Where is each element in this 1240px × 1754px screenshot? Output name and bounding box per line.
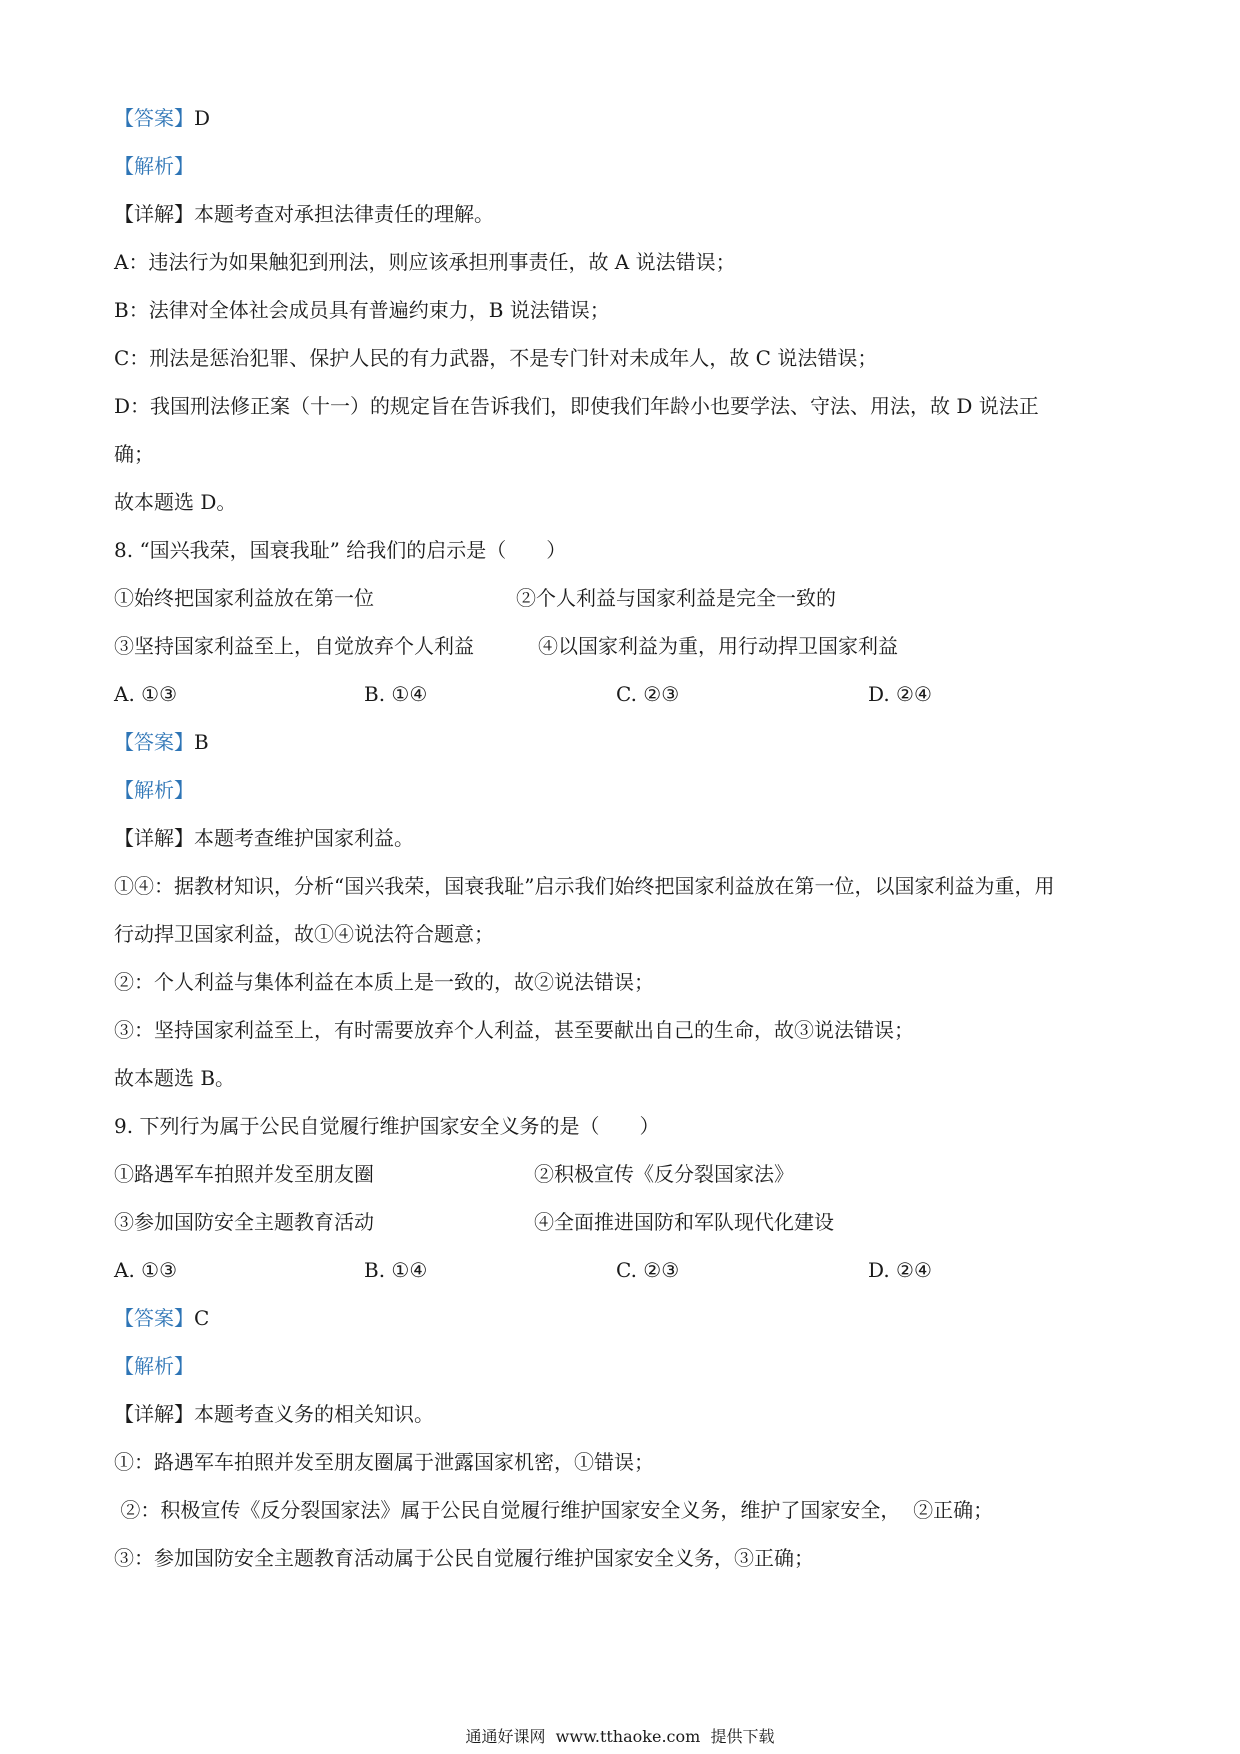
q8-question: 8. “国兴我荣，国衰我耻” 给我们的启示是（ ） bbox=[114, 538, 567, 562]
detail-intro: 本题考查义务的相关知识。 bbox=[194, 1402, 434, 1426]
analysis-tag: 【解析】 bbox=[114, 778, 194, 802]
q9-question: 9. 下列行为属于公民自觉履行维护国家安全义务的是（ ） bbox=[114, 1114, 660, 1138]
q9-choice-a: A. ①③ bbox=[114, 1258, 178, 1282]
q9-detail-line bbox=[114, 1400, 434, 1428]
q8-answer-line bbox=[114, 728, 209, 756]
q7-explanation-line: C：刑法是惩治犯罪、保护人民的有力武器，不是专门针对未成年人，故 C 说法错误； bbox=[114, 346, 878, 370]
q7-analysis-line bbox=[114, 152, 194, 180]
q8-detail-line bbox=[114, 824, 414, 852]
q9-statement: ③参加国防安全主题教育活动 bbox=[114, 1210, 374, 1234]
q7-explanation-line: B：法律对全体社会成员具有普遍约束力，B 说法错误； bbox=[114, 298, 610, 322]
answer-value: C bbox=[194, 1306, 210, 1330]
q7-explanation-line: 确； bbox=[114, 442, 154, 466]
q9-statement: ②积极宣传《反分裂国家法》 bbox=[534, 1162, 794, 1186]
q7-detail-line bbox=[114, 200, 494, 228]
q9-statement: ①路遇军车拍照并发至朋友圈 bbox=[114, 1162, 374, 1186]
q8-statement: ①始终把国家利益放在第一位 bbox=[114, 586, 374, 610]
q8-explanation-line: ①④：据教材知识，分析“国兴我荣，国衰我耻”启示我们始终把国家利益放在第一位，以国家利益为重，用 bbox=[114, 874, 1055, 898]
q9-choice-b: B. ①④ bbox=[364, 1258, 428, 1282]
detail-tag: 【详解】 bbox=[114, 826, 194, 850]
q8-choice-c: C. ②③ bbox=[616, 682, 680, 706]
answer-tag: 【答案】 bbox=[114, 1306, 194, 1330]
q9-explanation-line: ②：积极宣传《反分裂国家法》属于公民自觉履行维护国家安全义务，维护了国家安全， ②正确； bbox=[114, 1498, 994, 1522]
analysis-tag: 【解析】 bbox=[114, 1354, 194, 1378]
page-footer: 通通好课网 www.tthaoke.com 提供下载 bbox=[465, 1727, 775, 1746]
q9-analysis-line bbox=[114, 1352, 194, 1380]
q9-explanation-line: ①：路遇军车拍照并发至朋友圈属于泄露国家机密，①错误； bbox=[114, 1450, 654, 1474]
q9-answer-line bbox=[114, 1304, 209, 1332]
q8-explanation-line: ②：个人利益与集体利益在本质上是一致的，故②说法错误； bbox=[114, 970, 654, 994]
q8-choice-d: D. ②④ bbox=[868, 682, 932, 706]
analysis-tag: 【解析】 bbox=[114, 154, 194, 178]
q8-choice-b: B. ①④ bbox=[364, 682, 428, 706]
q8-explanation-line: ③：坚持国家利益至上，有时需要放弃个人利益，甚至要献出自己的生命，故③说法错误； bbox=[114, 1018, 914, 1042]
q8-conclusion-line: 故本题选 B。 bbox=[114, 1066, 236, 1090]
q7-explanation-line: D：我国刑法修正案（十一）的规定旨在告诉我们，即使我们年龄小也要学法、守法、用法，故 D 说法正 bbox=[114, 394, 1039, 418]
q7-conclusion-line: 故本题选 D。 bbox=[114, 490, 237, 514]
q7-answer-line bbox=[114, 104, 210, 132]
detail-tag: 【详解】 bbox=[114, 202, 194, 226]
q9-choice-d: D. ②④ bbox=[868, 1258, 932, 1282]
q8-statement: ④以国家利益为重，用行动捍卫国家利益 bbox=[538, 634, 898, 658]
q8-statement: ③坚持国家利益至上，自觉放弃个人利益 bbox=[114, 634, 474, 658]
q8-choice-a: A. ①③ bbox=[114, 682, 178, 706]
detail-intro: 本题考查对承担法律责任的理解。 bbox=[194, 202, 494, 226]
q9-explanation-line: ③：参加国防安全主题教育活动属于公民自觉履行维护国家安全义务，③正确； bbox=[114, 1546, 814, 1570]
answer-value: B bbox=[194, 730, 209, 754]
q8-explanation-line: 行动捍卫国家利益，故①④说法符合题意； bbox=[114, 922, 494, 946]
answer-tag: 【答案】 bbox=[114, 730, 194, 754]
detail-intro: 本题考查维护国家利益。 bbox=[194, 826, 414, 850]
q9-choice-c: C. ②③ bbox=[616, 1258, 680, 1282]
detail-tag: 【详解】 bbox=[114, 1402, 194, 1426]
q7-explanation-line: A：违法行为如果触犯到刑法，则应该承担刑事责任，故 A 说法错误； bbox=[114, 250, 736, 274]
q8-analysis-line bbox=[114, 776, 194, 804]
answer-value: D bbox=[194, 106, 211, 130]
answer-tag: 【答案】 bbox=[114, 106, 194, 130]
q8-statement: ②个人利益与国家利益是完全一致的 bbox=[516, 586, 836, 610]
q9-statement: ④全面推进国防和军队现代化建设 bbox=[534, 1210, 834, 1234]
